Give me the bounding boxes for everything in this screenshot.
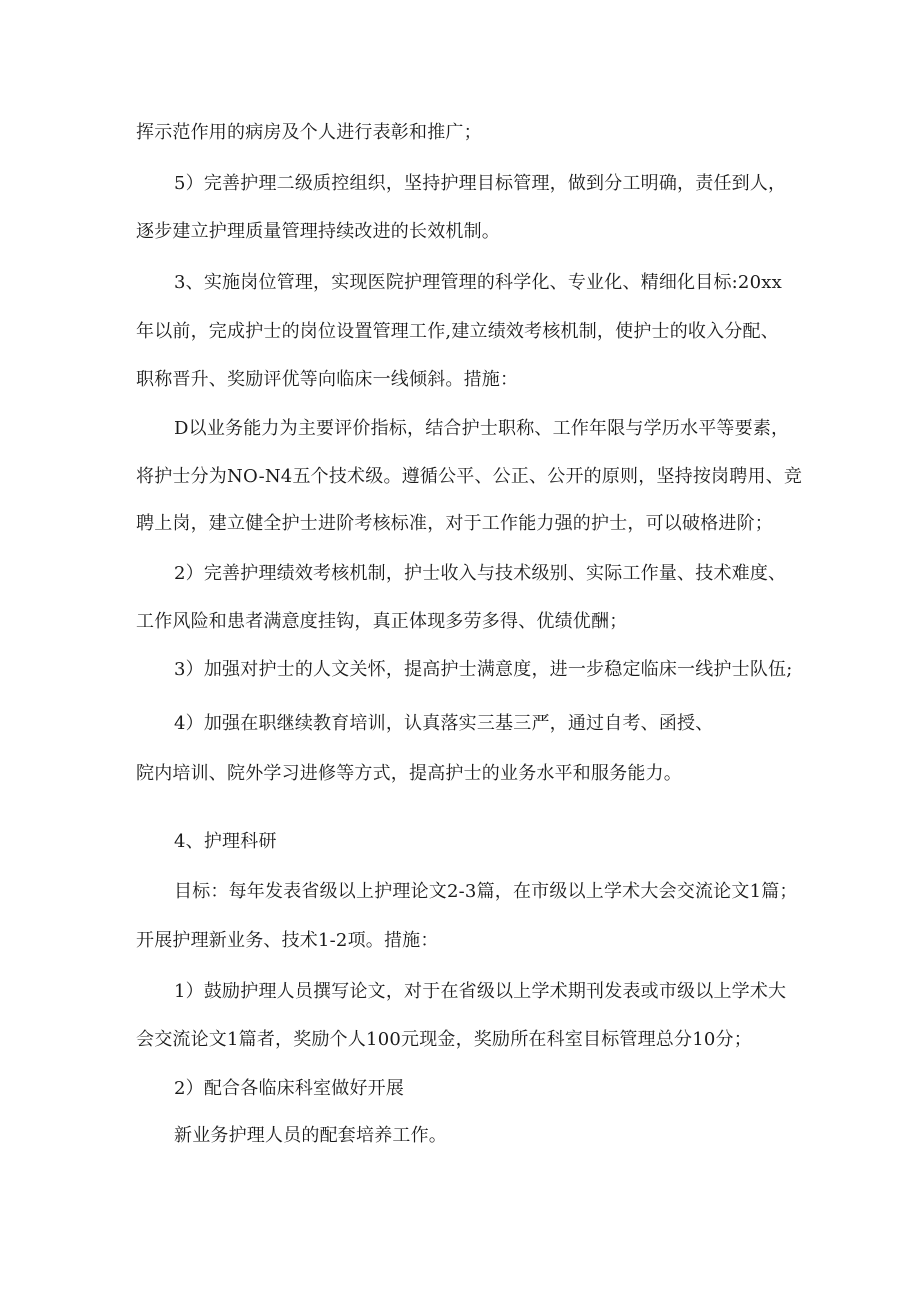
paragraph-line: 聘上岗，建立健全护士进阶考核标准，对于工作能力强的护士，可以破格进阶； — [136, 513, 773, 534]
paragraph-line: 1）鼓励护理人员撰写论文，对于在省级以上学术期刊发表或市级以上学术大 — [174, 981, 787, 1002]
paragraph-line: 职称晋升、奖励评优等向临床一线倾斜。措施： — [136, 369, 519, 390]
paragraph-line: D以业务能力为主要评价指标，结合护士职称、工作年限与学历水平等要素， — [174, 418, 790, 439]
paragraph-line: 年以前，完成护士的岗位设置管理工作,建立绩效考核机制，使护士的收入分配、 — [136, 321, 779, 342]
paragraph-line: 2）配合各临床科室做好开展 — [174, 1078, 405, 1099]
paragraph-line: 院内培训、院外学习进修等方式，提高护士的业务水平和服务能力。 — [136, 763, 682, 784]
paragraph-line: 4）加强在职继续教育培训，认真落实三基三严，通过自考、函授、 — [174, 713, 714, 734]
paragraph-line: 会交流论文1篇者，奖励个人100元现金，奖励所在科室目标管理总分10分； — [136, 1029, 752, 1050]
paragraph-line: 挥示范作用的病房及个人进行表彰和推广； — [136, 122, 482, 143]
paragraph-line: 3、实施岗位管理，实现医院护理管理的科学化、专业化、精细化目标:20xx — [174, 272, 782, 293]
paragraph-line: 新业务护理人员的配套培养工作。 — [174, 1125, 447, 1146]
paragraph-line: 3）加强对护士的人文关怀，提高护士满意度，进一步稳定临床一线护士队伍; — [174, 659, 793, 680]
paragraph-line: 开展护理新业务、技术1-2项。措施： — [136, 930, 439, 951]
paragraph-line: 5）完善护理二级质控组织，坚持护理目标管理，做到分工明确，责任到人， — [174, 173, 787, 194]
paragraph-line: 将护士分为NO-N4五个技术级。遵循公平、公正、公开的原则，坚持按岗聘用、竞 — [136, 466, 803, 487]
paragraph-line: 工作风险和患者满意度挂钩，真正体现多劳多得、优绩优酬； — [136, 611, 628, 632]
paragraph-line: 目标：每年发表省级以上护理论文2-3篇，在市级以上学术大会交流论文1篇； — [174, 881, 798, 902]
paragraph-line: 逐步建立护理质量管理持续改进的长效机制。 — [136, 221, 500, 242]
section-heading: 4、护理科研 — [174, 831, 277, 852]
paragraph-line: 2）完善护理绩效考核机制，护士收入与技术级别、实际工作量、技术难度、 — [174, 563, 787, 584]
